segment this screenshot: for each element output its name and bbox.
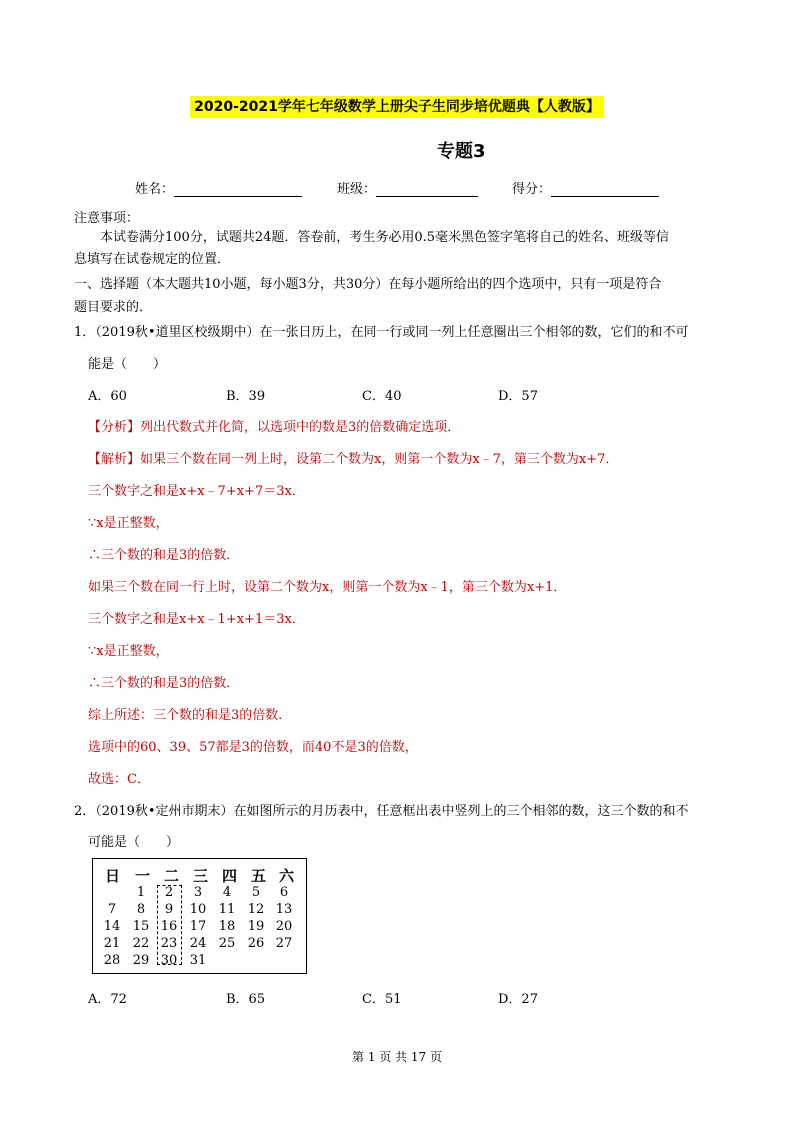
name-blank [174, 182, 302, 197]
q1-answer: 故选：C． [88, 772, 150, 787]
calendar-day: 16 [160, 919, 178, 934]
q1-solution-line: ∴三个数的和是3的倍数． [88, 676, 240, 691]
calendar-day: 9 [164, 902, 174, 917]
q2-option-c: C．51 [362, 992, 402, 1007]
q1-option-a: A．60 [88, 389, 127, 404]
question-1-stem: 1．（2019秋•道里区校级期中）在一张日历上，在同一行或同一列上任意圈出三个相邻的数，它们的和不可 [74, 325, 689, 340]
calendar-day: 17 [189, 919, 207, 934]
calendar-header-tue: 二 [164, 867, 180, 885]
q1-option-b: B．39 [226, 389, 266, 404]
q1-solution-line: 如果三个数在同一行上时，设第二个数为x，则第一个数为x﹣1，第三个数为x+1． [88, 580, 567, 595]
calendar-day: 13 [275, 902, 293, 917]
calendar-day: 8 [136, 902, 146, 917]
calendar-day: 2 [164, 885, 174, 900]
question-2-stem-cont: 可能是（ ） [88, 835, 180, 850]
score-blank [551, 182, 659, 197]
q1-solution-line: ∵x是正整数， [88, 516, 169, 531]
question-2-stem: 2．（2019秋•定州市期末）在如图所示的月历表中，任意框出表中竖列上的三个相邻的数，这三个数的和不 [74, 804, 689, 819]
calendar-day: 28 [103, 953, 121, 968]
q2-option-d: D．27 [498, 992, 538, 1007]
q1-option-d: D．57 [498, 389, 538, 404]
name-field [135, 178, 302, 197]
calendar-grid [93, 885, 308, 973]
calendar-header-fri: 五 [251, 867, 267, 885]
document-title: 2020-2021学年七年级数学上册尖子生同步培优题典【人教版】 [190, 96, 604, 118]
score-field [512, 178, 659, 197]
calendar-day: 21 [103, 936, 121, 951]
calendar-day: 4 [222, 885, 232, 900]
notes-heading: 注意事项： [74, 211, 140, 226]
calendar-day: 20 [275, 919, 293, 934]
calendar-header-sat: 六 [279, 867, 295, 885]
calendar-day: 27 [275, 936, 293, 951]
calendar-day: 5 [251, 885, 261, 900]
calendar-day: 22 [132, 936, 150, 951]
q1-solution-line: ∵x是正整数， [88, 644, 169, 659]
calendar-day: 1 [136, 885, 146, 900]
q1-option-c: C．40 [362, 389, 402, 404]
calendar-header-thu: 四 [222, 867, 238, 885]
calendar-day: 15 [132, 919, 150, 934]
calendar-day: 31 [189, 953, 207, 968]
q1-analysis: 【分析】列出代数式并化简，以选项中的数是3的倍数确定选项． [88, 420, 461, 435]
q1-solution-line: ∴三个数的和是3的倍数． [88, 548, 240, 563]
name-label: 姓名： [135, 182, 175, 197]
score-label: 得分： [512, 182, 552, 197]
class-blank [376, 182, 478, 197]
calendar-day: 19 [247, 919, 265, 934]
q1-solution-line: 三个数字之和是x+x﹣1+x+1＝3x． [88, 612, 305, 627]
page-footer: 第 1 页 共 17 页 [352, 1050, 442, 1064]
calendar-day: 18 [218, 919, 236, 934]
document-title-row [0, 96, 794, 116]
calendar-day: 24 [189, 936, 207, 951]
calendar-figure [92, 858, 307, 974]
section-heading-line-2: 题目要求的． [74, 300, 153, 315]
calendar-day: 23 [160, 936, 178, 951]
calendar-day: 29 [132, 953, 150, 968]
calendar-day: 6 [279, 885, 289, 900]
calendar-day: 11 [218, 902, 236, 917]
calendar-day: 7 [107, 902, 117, 917]
calendar-day: 3 [193, 885, 203, 900]
calendar-day: 26 [247, 936, 265, 951]
section-heading-line-1: 一、选择题（本大题共10小题，每小题3分，共30分）在每小题所给出的四个选项中，只有一项是符合 [74, 277, 662, 292]
question-1-stem-cont: 能是（ ） [88, 357, 167, 372]
q1-solution-line: 综上所述：三个数的和是3的倍数． [88, 708, 292, 723]
q1-solution-line: 【解析】如果三个数在同一列上时，设第二个数为x，则第一个数为x﹣7，第三个数为x+7． [88, 452, 619, 467]
q1-solution-line: 三个数字之和是x+x﹣7+x+7＝3x． [88, 484, 305, 499]
calendar-header-wed: 三 [193, 867, 209, 885]
class-label: 班级： [337, 182, 377, 197]
calendar-day: 25 [218, 936, 236, 951]
notes-line-1: 本试卷满分100分，试题共24题．答卷前，考生务必用0.5毫米黑色签字笔将自己的姓名、班级等信 [100, 230, 670, 245]
calendar-day: 30 [160, 953, 178, 968]
calendar-header-mon: 一 [135, 867, 151, 885]
calendar-day: 14 [103, 919, 121, 934]
document-subtitle: 专题3 [437, 141, 486, 162]
q1-solution-line: 选项中的60、39、57都是3的倍数，而40不是3的倍数， [88, 740, 418, 755]
calendar-day: 12 [247, 902, 265, 917]
notes-line-2: 息填写在试卷规定的位置． [74, 252, 231, 267]
calendar-header-sun: 日 [105, 867, 121, 885]
q2-option-a: A．72 [88, 992, 127, 1007]
class-field [337, 178, 478, 197]
q2-option-b: B．65 [226, 992, 266, 1007]
calendar-day: 10 [189, 902, 207, 917]
